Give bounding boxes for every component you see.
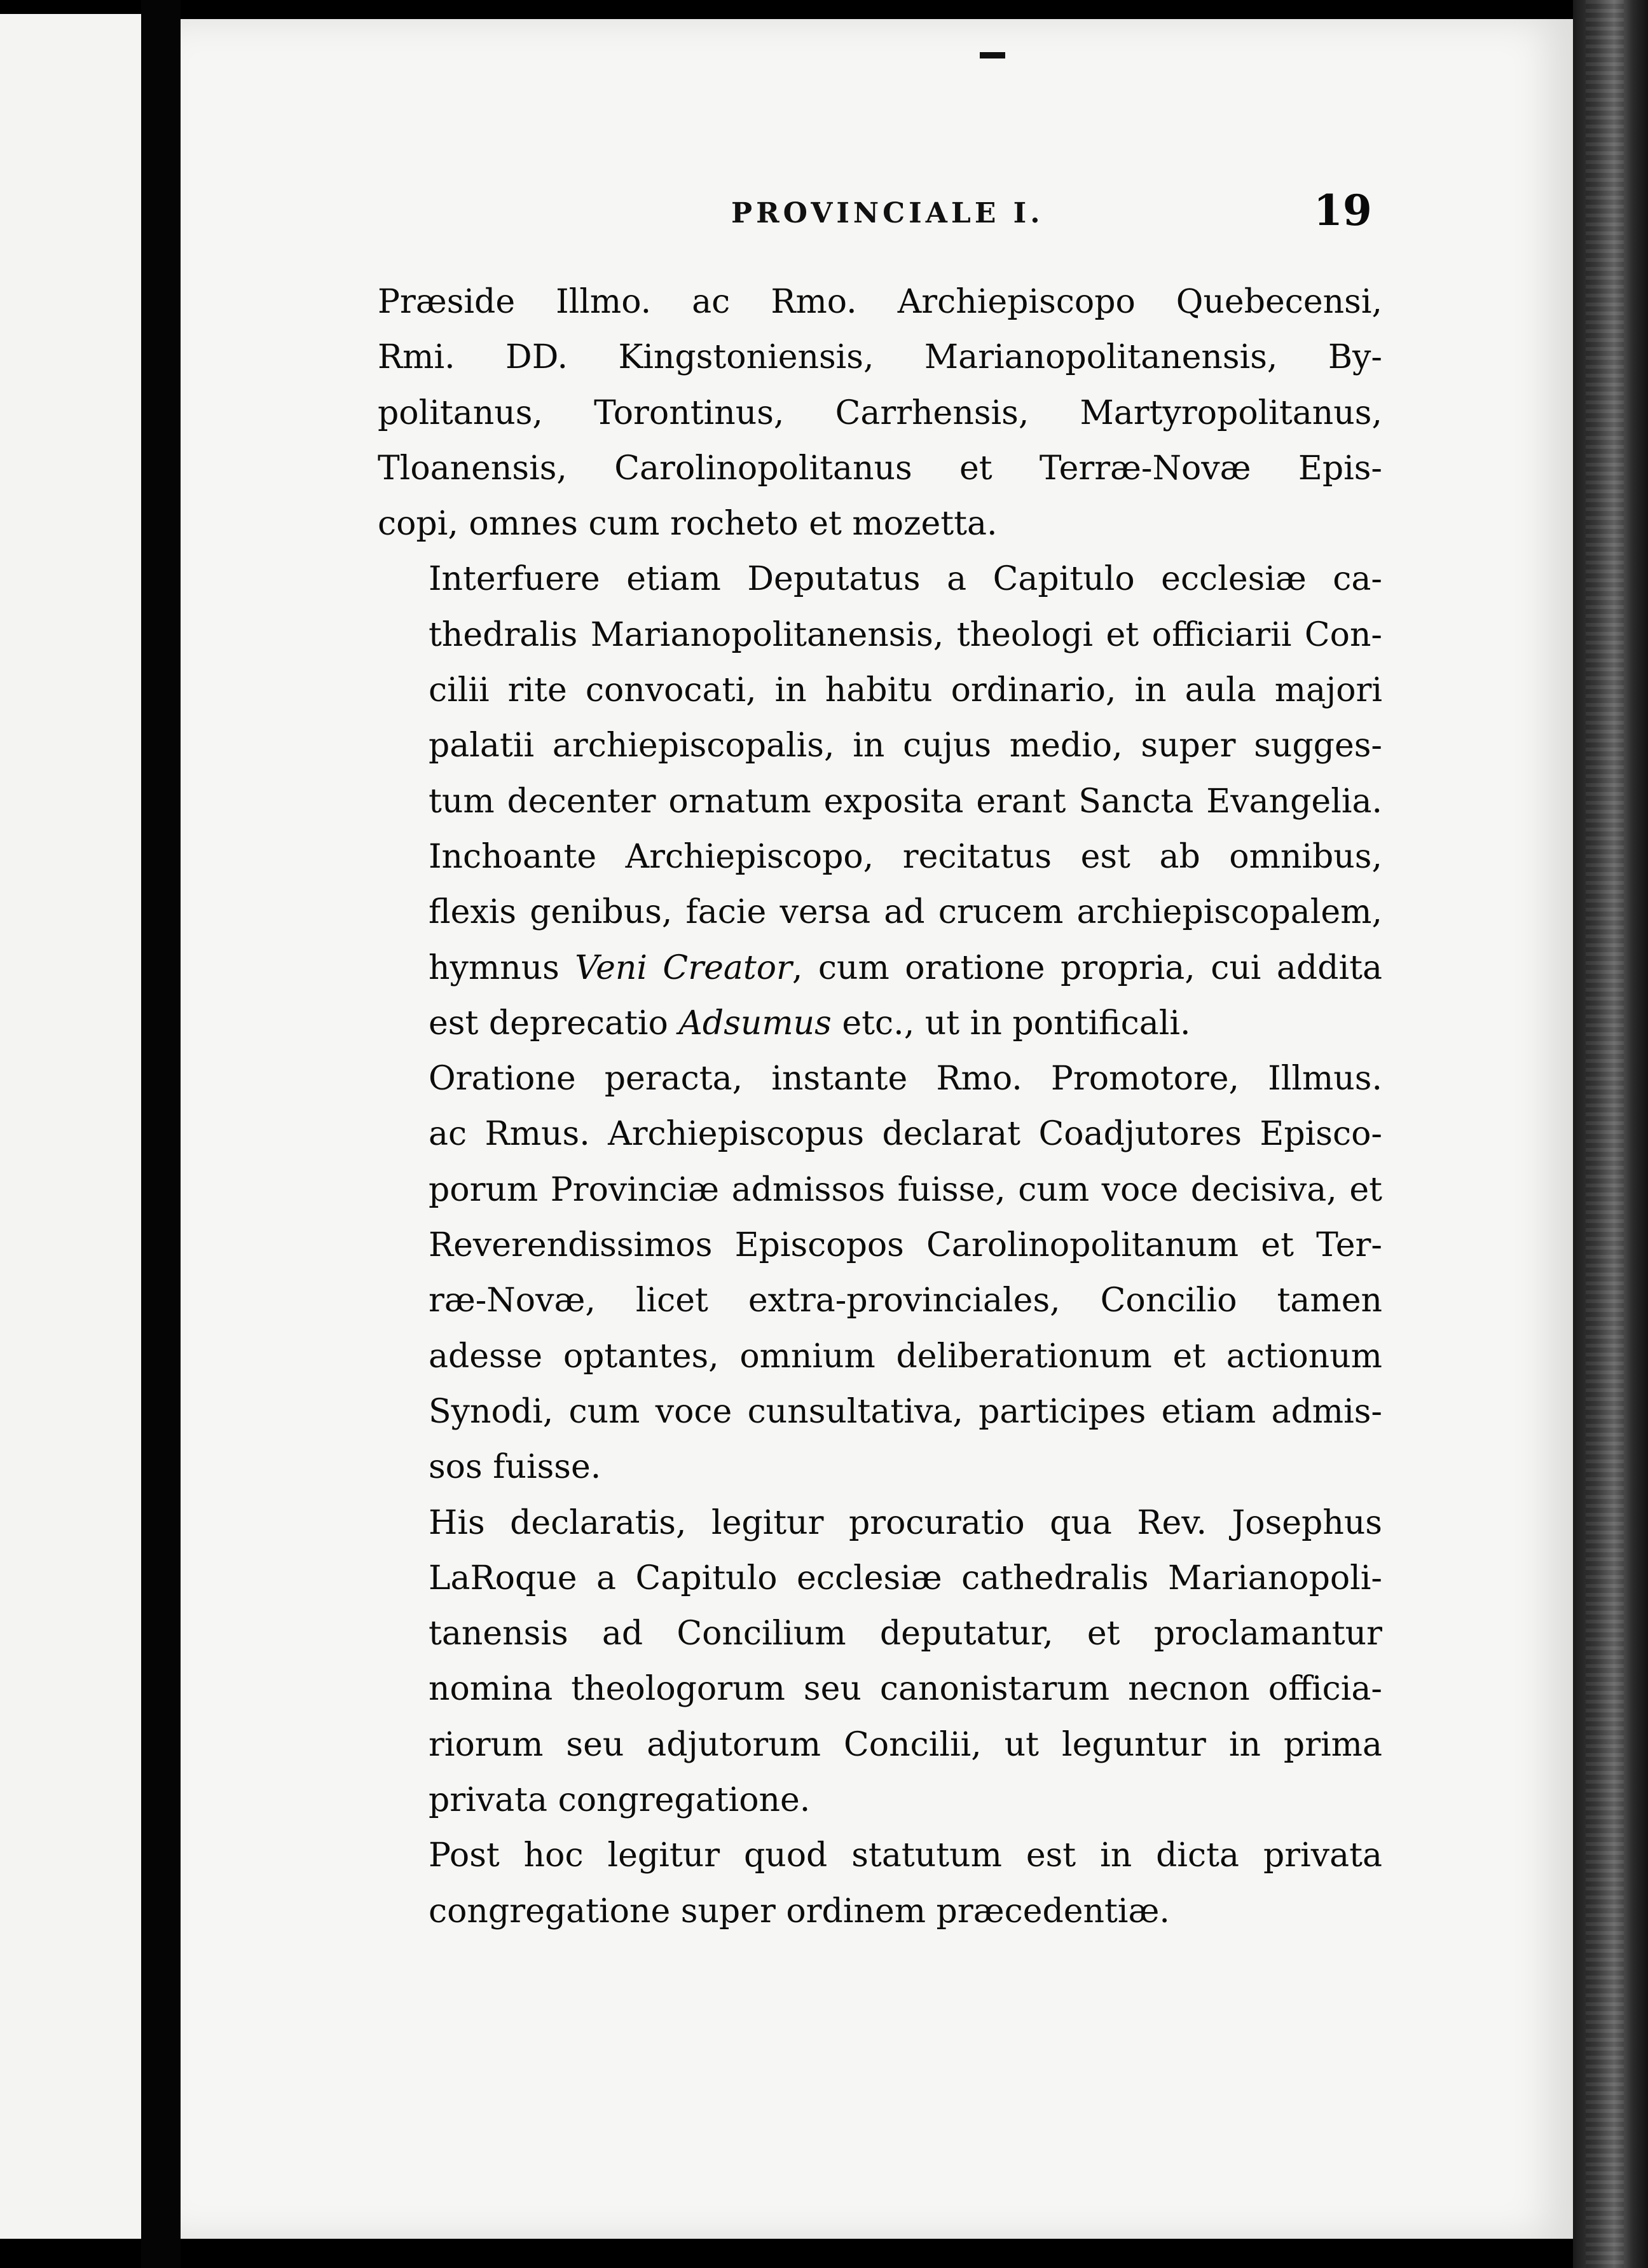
adjacent-page-edge: [0, 14, 141, 2239]
text-line: sos fuisse.: [429, 1448, 601, 1487]
page-number: 19: [1314, 186, 1372, 235]
text-line: porum Provinciæ admissos fuisse, cum voce decisiva, et: [429, 1170, 1382, 1209]
text-line: politanus, Torontinus, Carrhensis, Martyropolitanus,: [378, 393, 1382, 432]
text-line: Post hoc legitur quod statutum est in dicta privata: [429, 1836, 1382, 1875]
text-line: hymnus Veni Creator, cum oratione propria, cui addita: [429, 948, 1382, 987]
body-text: [378, 275, 1382, 1939]
italic-phrase: Veni Creator: [575, 948, 792, 987]
text-line: copi, omnes cum rocheto et mozetta.: [378, 505, 998, 543]
text-line: His declaratis, legitur procuratio qua Rev. Josephus: [429, 1503, 1382, 1542]
text-line: Synodi, cum voce cunsultativa, participes etiam admis-: [429, 1392, 1382, 1431]
text-line: palatii archiepiscopalis, in cujus medio, super sugges-: [429, 727, 1382, 765]
text-line: flexis genibus, facie versa ad crucem archiepiscopalem,: [429, 893, 1382, 932]
paragraph: [378, 830, 1382, 1051]
text-line: Oratione peracta, instante Rmo. Promotore, Illmus.: [429, 1060, 1382, 1098]
text-line: privata congregatione.: [429, 1781, 811, 1820]
text-line: Rmi. DD. Kingstoniensis, Marianopolitanensis, By-: [378, 338, 1382, 377]
text-line: tum decenter ornatum exposita erant Sancta Evangelia.: [429, 782, 1382, 821]
paragraph: [378, 552, 1382, 829]
text-line: Interfuere etiam Deputatus a Capitulo ecclesiæ ca-: [429, 560, 1382, 599]
text-line: ræ-Novæ, licet extra-provinciales, Concilio tamen: [429, 1281, 1382, 1320]
text-line: Præside Illmo. ac Rmo. Archiepiscopo Quebecensi,: [378, 283, 1382, 321]
text-line: est deprecatio Adsumus etc., ut in pontificali.: [429, 1004, 1191, 1042]
paragraph: [378, 1496, 1382, 1829]
running-head: PROVINCIALE I.: [731, 197, 1044, 229]
book-gutter: [141, 0, 181, 2268]
paragraph: [378, 1051, 1382, 1495]
paragraph: [378, 1828, 1382, 1939]
text-line: LaRoque a Capitulo ecclesiæ cathedralis Marianopoli-: [429, 1559, 1382, 1597]
text-line: adesse optantes, omnium deliberationum et actionum: [429, 1337, 1382, 1376]
italic-phrase: Adsumus: [678, 1004, 832, 1042]
page-stack-edge: [1573, 0, 1648, 2268]
text-line: ac Rmus. Archiepiscopus declarat Coadjutores Episco-: [429, 1115, 1382, 1154]
text-line: thedralis Marianopolitanensis, theologi et officiarii Con-: [429, 615, 1382, 654]
text-line: riorum seu adjutorum Concilii, ut leguntur in prima: [429, 1725, 1382, 1764]
text-line: Tloanensis, Carolinopolitanus et Terræ-Novæ Epis-: [378, 449, 1382, 488]
text-line: Inchoante Archiepiscopo, recitatus est ab omnibus,: [429, 837, 1382, 876]
text-line: nomina theologorum seu canonistarum necnon officia-: [429, 1670, 1382, 1709]
text-line: congregatione super ordinem præcedentiæ.: [429, 1892, 1170, 1930]
text-line: tanensis ad Concilium deputatur, et proclamantur: [429, 1615, 1382, 1653]
text-line: cilii rite convocati, in habitu ordinario, in aula majori: [429, 671, 1382, 710]
printer-mark: [980, 52, 1005, 58]
paragraph: [378, 275, 1382, 552]
text-line: Reverendissimos Episcopos Carolinopolitanum et Ter-: [429, 1226, 1382, 1265]
